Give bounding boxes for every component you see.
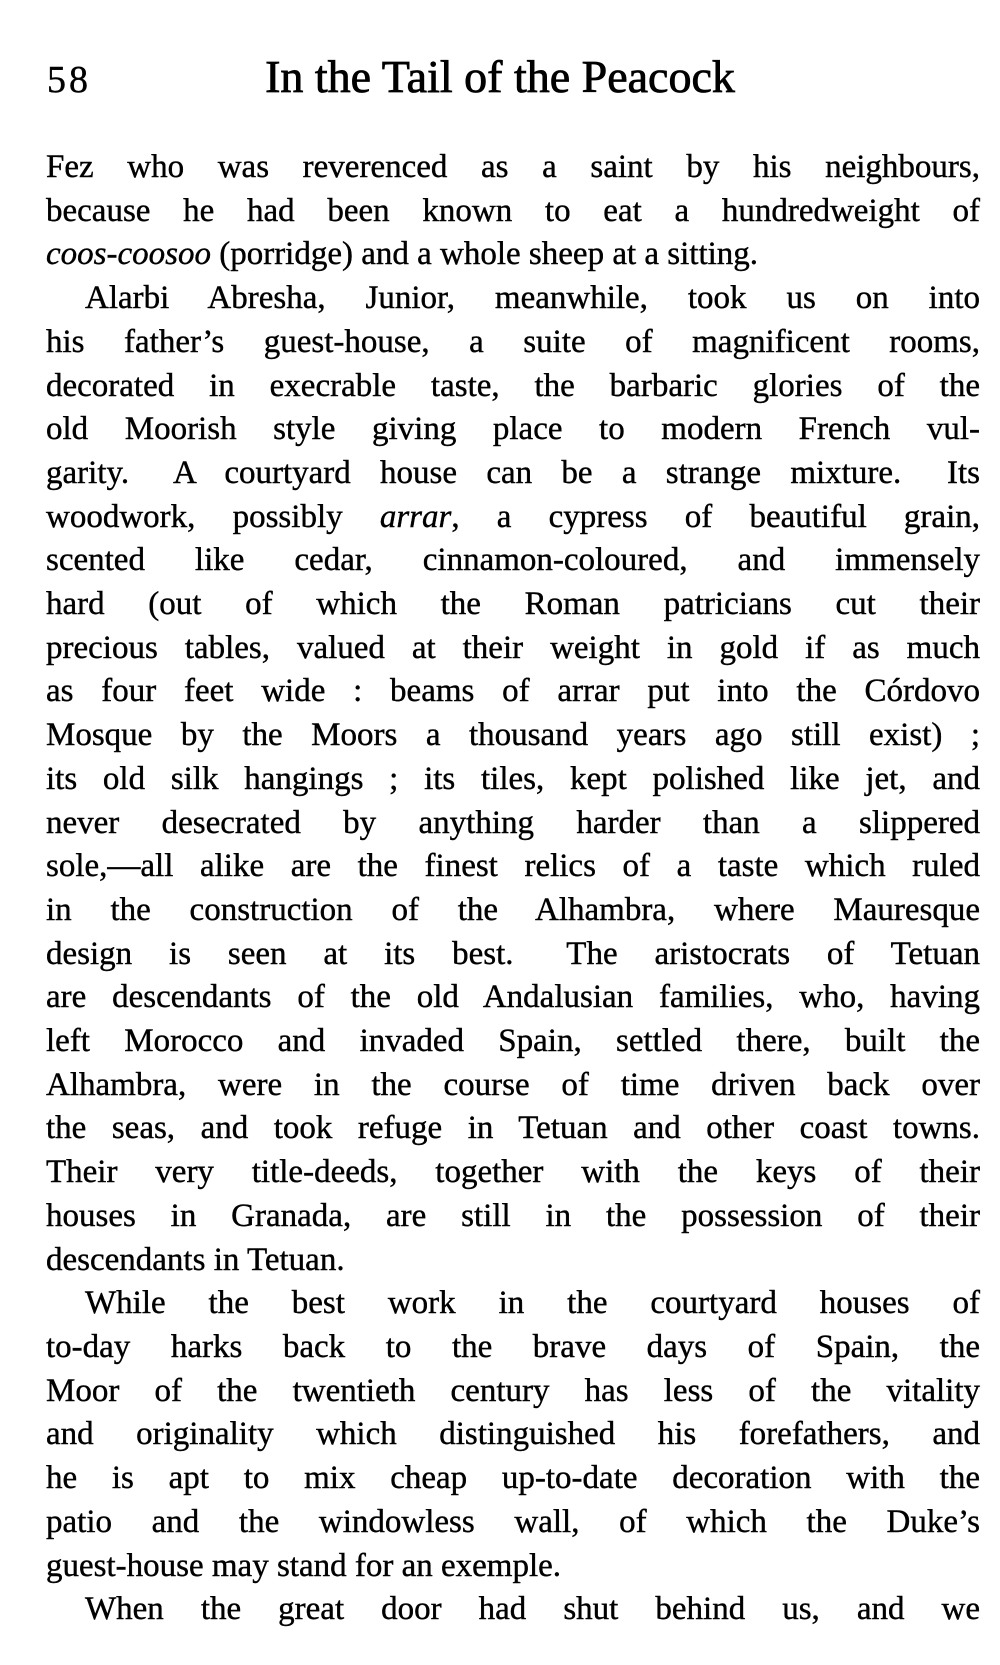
text-segment: in the construction of the Alhambra, where Mauresque [46,891,980,928]
text-line [46,277,980,321]
text-line [46,1195,980,1239]
text-line [46,233,980,277]
text-segment: the seas, and took refuge in Tetuan and other coast towns. [46,1110,980,1147]
text-segment: hard (out of which the Roman patricians cut their [46,586,980,623]
text-line [46,539,980,583]
text-segment: decorated in execrable taste, the barbaric glories of the [46,367,980,404]
text-line [46,1107,980,1151]
text-line [46,933,980,977]
text-line [46,190,980,234]
text-segment: as four feet wide : beams of arrar put into the Córdovo [46,673,980,710]
text-segment: because he had been known to eat a hundredweight of [46,192,980,229]
text-segment: guest-house may stand for an exemple. [46,1547,562,1584]
page-number: 58 [47,59,91,101]
text-segment: patio and the windowless wall, of which the Duke’s [46,1503,980,1540]
body-text [46,146,980,1632]
text-line [46,1064,980,1108]
text-line [46,845,980,889]
text-line [46,365,980,409]
text-segment: , a cypress of beautiful grain, [451,498,980,535]
text-segment: he is apt to mix cheap up-to-date decoration with the [46,1460,980,1497]
italic-text: arrar [379,498,452,535]
text-line [46,670,980,714]
text-segment: never desecrated by anything harder than a slippered [46,804,980,841]
text-segment: sole,—all alike are the finest relics of a taste which ruled [46,848,980,885]
text-line [46,1239,980,1283]
text-segment: houses in Granada, are still in the possession of their [46,1197,980,1234]
italic-text: coos-coosoo [46,236,211,273]
text-line [46,321,980,365]
text-line [46,714,980,758]
text-segment: woodwork, possibly [46,498,380,535]
text-line [46,1151,980,1195]
text-line [46,1457,980,1501]
text-line [46,802,980,846]
text-segment: When the great door had shut behind us, and we [85,1591,980,1628]
text-segment: Moor of the twentieth century has less of the vitality [46,1372,980,1409]
text-segment: Mosque by the Moors a thousand years ago still exist) ; [46,717,980,754]
text-line [46,1020,980,1064]
text-line [46,1326,980,1370]
text-line [46,146,980,190]
text-segment: scented like cedar, cinnamon-coloured, and immensely [46,542,980,579]
text-line [46,976,980,1020]
text-line [46,1588,980,1632]
text-line [46,583,980,627]
text-line [46,627,980,671]
text-segment: its old silk hangings ; its tiles, kept polished like jet, and [46,760,980,797]
text-line [46,452,980,496]
text-segment: are descendants of the old Andalusian families, who, having [46,979,980,1016]
text-segment: left Morocco and invaded Spain, settled there, built the [46,1023,980,1060]
text-line [46,1545,980,1589]
text-segment: design is seen at its best. The aristocrats of Tetuan [46,935,980,972]
text-line [46,1501,980,1545]
text-segment: Their very title-deeds, together with the keys of their [46,1154,980,1191]
text-line [46,758,980,802]
text-line [46,1413,980,1457]
text-segment: garity. A courtyard house can be a strange mixture. Its [46,454,980,491]
text-segment: descendants in Tetuan. [46,1241,345,1278]
text-line [46,889,980,933]
text-segment: (porridge) and a whole sheep at a sitting. [210,236,759,273]
text-segment: Fez who was reverenced as a saint by his neighbours, [46,149,980,185]
text-segment: precious tables, valued at their weight in gold if as much [46,629,980,666]
text-segment: Alarbi Abresha, Junior, meanwhile, took us on into [85,280,980,317]
text-segment: While the best work in the courtyard houses of [85,1285,980,1322]
text-segment: and originality which distinguished his forefathers, and [46,1416,980,1453]
text-line [46,1370,980,1414]
text-line [46,496,980,540]
text-segment: old Moorish style giving place to modern French vul- [46,411,980,448]
text-segment: his father’s guest-house, a suite of magnificent rooms, [46,323,980,360]
text-segment: to-day harks back to the brave days of Spain, the [46,1328,980,1365]
text-line [46,408,980,452]
text-segment: Alhambra, were in the course of time driven back over [46,1066,980,1103]
running-title: In the Tail of the Peacock [265,51,735,102]
text-line [46,1282,980,1326]
